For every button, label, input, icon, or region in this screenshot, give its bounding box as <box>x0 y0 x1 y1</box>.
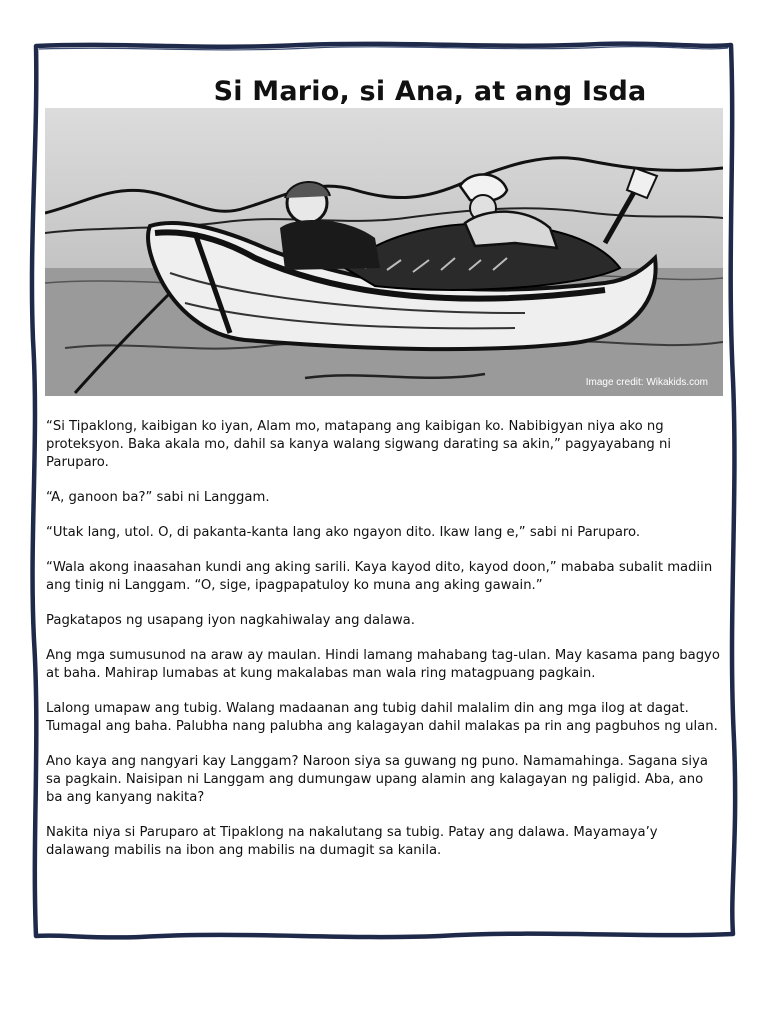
paragraph: Ano kaya ang nangyari kay Langgam? Naroon siya sa guwang ng puno. Namamahinga. Sagana siya sa pagkain. Naisipan ni Langgam ang dumungaw upang alamin ang kalagayan ng paligid. Aba, ano ba ang kanyang nakita? <box>46 754 708 805</box>
paragraph: Nakita niya si Paruparo at Tipaklong na nakalutang sa tubig. Patay ang dalawa. Mayamaya’y dalawang mabilis na ibon ang mabilis na dumagit sa kanila. <box>46 825 658 858</box>
story-text <box>46 418 722 877</box>
paragraph: Pagkatapos ng usapang iyon nagkahiwalay ang dalawa. <box>46 613 415 628</box>
paragraph: “Utak lang, utol. O, di pakanta-kanta lang ako ngayon dito. Ikaw lang e,” sabi ni Paruparo. <box>46 525 641 540</box>
image-credit: Image credit: Wikakids.com <box>585 377 708 388</box>
paragraph: Ang mga sumusunod na araw ay maulan. Hindi lamang mahabang tag-ulan. May kasama pang bagyo at baha. Mahirap lumabas at kung makalabas man wala ring matagpuang pagkain. <box>46 648 720 681</box>
paragraph: “Wala akong inaasahan kundi ang aking sarili. Kaya kayod dito, kayod doon,” mababa subalit madiin ang tinig ni Langgam. “O, sige, ipagpapatuloy ko muna ang aking gawain.” <box>46 560 713 593</box>
paragraph: “Si Tipaklong, kaibigan ko iyan, Alam mo, matapang ang kaibigan ko. Nabibigyan niya ako ng proteksyon. Baka akala mo, dahil sa kanya walang sigwang darating sa akin,” pagyayabang ni Paruparo. <box>46 419 672 470</box>
paragraph: “A, ganoon ba?” sabi ni Langgam. <box>46 490 270 505</box>
fishing-boat-illustration <box>45 108 723 396</box>
paragraph: Lalong umapaw ang tubig. Walang madaanan ang tubig dahil malalim din ang mga ilog at dagat. Tumagal ang baha. Palubha nang palubha ang kalagayan dahil malakas pa rin ang pagbuhos ng ulan. <box>46 701 718 734</box>
page-title: Si Mario, si Ana, at ang Isda <box>213 76 647 107</box>
